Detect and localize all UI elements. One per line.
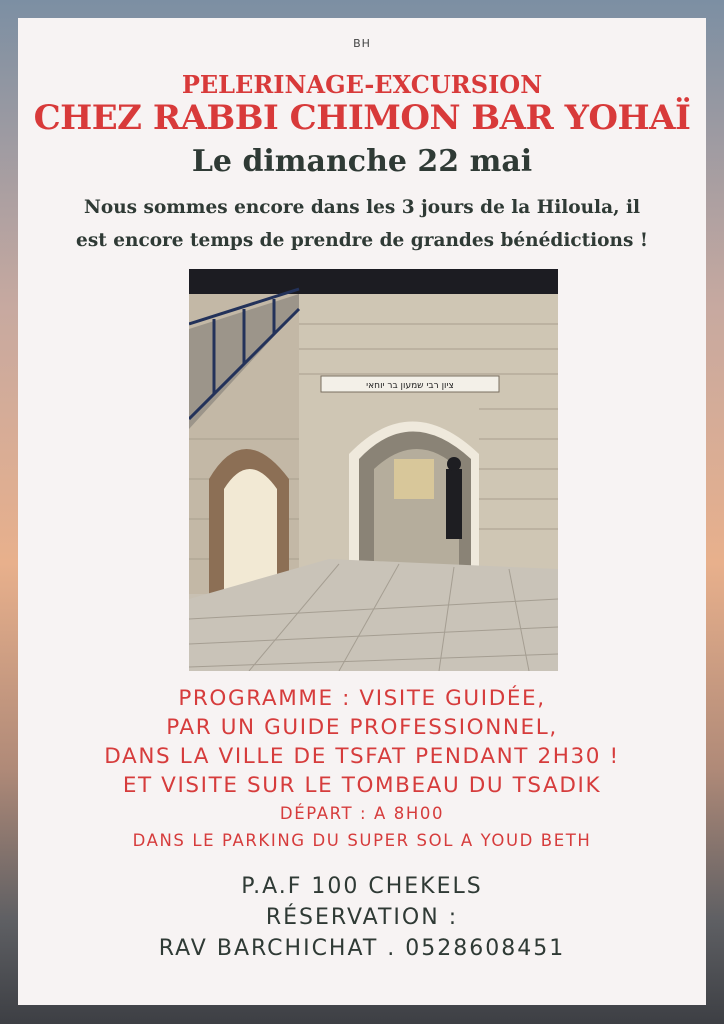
title-line-2: CHEZ RABBI CHIMON BAR YOHAÏ	[33, 98, 691, 138]
photo-sign-text: ציון רבי שמעון בר יוחאי	[366, 381, 454, 391]
departure-place: DANS LE PARKING DU SUPER SOL A YOUD BETH	[132, 831, 592, 850]
title-line-1: PELERINAGE-EXCURSION	[181, 70, 543, 99]
price: P.A.F 100 CHEKELS	[241, 874, 483, 899]
tomb-photo	[189, 269, 558, 671]
booking-info	[18, 871, 706, 964]
flyer-card	[18, 18, 706, 1005]
programme-line-4: ET VISITE SUR LE TOMBEAU DU TSADIK	[122, 773, 602, 798]
programme-block	[18, 684, 706, 854]
programme-line-1: PROGRAMME : VISITE GUIDÉE,	[178, 686, 546, 711]
intro-text	[28, 191, 696, 257]
bh-mark: BH	[353, 37, 371, 50]
intro-line-1: Nous sommes encore dans les 3 jours de la Hiloula, il	[83, 197, 641, 218]
reservation-label: RÉSERVATION :	[265, 905, 459, 930]
departure-time: DÉPART : A 8H00	[279, 804, 445, 823]
programme-line-2: PAR UN GUIDE PROFESSIONNEL,	[166, 715, 558, 740]
programme-line-3: DANS LA VILLE DE TSFAT PENDANT 2H30 !	[104, 744, 620, 769]
contact-phone: RAV BARCHICHAT . 0528608451	[158, 936, 566, 961]
intro-line-2: est encore temps de prendre de grandes bénédictions !	[76, 230, 648, 251]
event-date: Le dimanche 22 mai	[191, 144, 533, 179]
